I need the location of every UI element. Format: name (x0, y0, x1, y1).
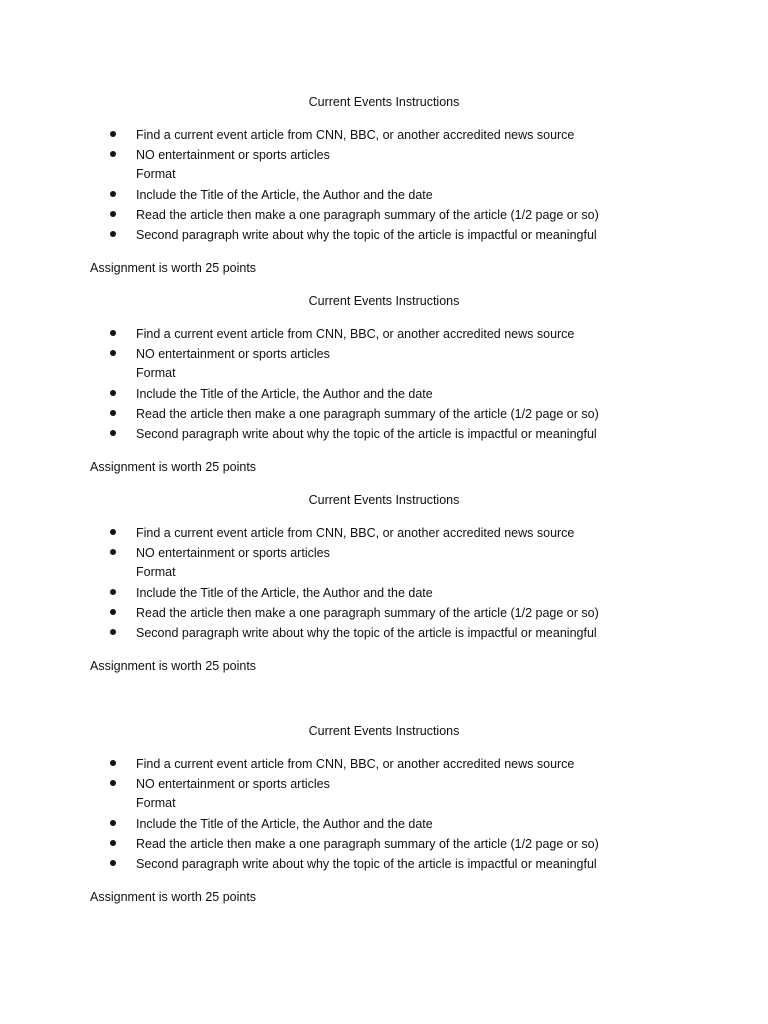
bullet-point (110, 430, 116, 436)
list-item: Second paragraph write about why the topic of the article is impactful or meaningful (136, 228, 597, 242)
bullet-point (110, 780, 116, 786)
list-item: Read the article then make a one paragraph summary of the article (1/2 page or so) (136, 606, 599, 620)
list-item: Find a current event article from CNN, BBC, or another accredited news source (136, 526, 575, 540)
list-item: Include the Title of the Article, the Author and the date (136, 387, 433, 401)
list-item: Second paragraph write about why the topic of the article is impactful or meaningful (136, 626, 597, 640)
bullet-point (110, 529, 116, 535)
points-note: Assignment is worth 25 points (90, 659, 257, 673)
list-item: Include the Title of the Article, the Author and the date (136, 188, 433, 202)
bullet-point (110, 860, 116, 866)
list-item: Find a current event article from CNN, BBC, or another accredited news source (136, 757, 575, 771)
list-item: Read the article then make a one paragraph summary of the article (1/2 page or so) (136, 407, 599, 421)
list-item: Include the Title of the Article, the Author and the date (136, 586, 433, 600)
bullet-point (110, 589, 116, 595)
list-item: Second paragraph write about why the topic of the article is impactful or meaningful (136, 857, 597, 871)
section-title: Current Events Instructions (308, 294, 460, 308)
list-item: NO entertainment or sports articles (136, 546, 330, 560)
points-note: Assignment is worth 25 points (90, 460, 257, 474)
bullet-point (110, 820, 116, 826)
bullet-point (110, 231, 116, 237)
section-title: Current Events Instructions (308, 493, 460, 507)
format-label: Format (136, 565, 176, 579)
list-item: Find a current event article from CNN, BBC, or another accredited news source (136, 128, 575, 142)
bullet-point (110, 760, 116, 766)
bullet-point (110, 609, 116, 615)
list-item: NO entertainment or sports articles (136, 347, 330, 361)
bullet-point (110, 549, 116, 555)
format-label: Format (136, 366, 176, 380)
bullet-point (110, 390, 116, 396)
bullet-point (110, 350, 116, 356)
format-label: Format (136, 796, 176, 810)
list-item: Find a current event article from CNN, BBC, or another accredited news source (136, 327, 575, 341)
bullet-point (110, 211, 116, 217)
list-item: Read the article then make a one paragraph summary of the article (1/2 page or so) (136, 208, 599, 222)
bullet-point (110, 151, 116, 157)
points-note: Assignment is worth 25 points (90, 890, 257, 904)
section-title: Current Events Instructions (308, 724, 460, 738)
bullet-point (110, 840, 116, 846)
list-item: Second paragraph write about why the topic of the article is impactful or meaningful (136, 427, 597, 441)
bullet-point (110, 629, 116, 635)
bullet-point (110, 330, 116, 336)
bullet-point (110, 131, 116, 137)
list-item: NO entertainment or sports articles (136, 777, 330, 791)
points-note: Assignment is worth 25 points (90, 261, 257, 275)
list-item: NO entertainment or sports articles (136, 148, 330, 162)
format-label: Format (136, 167, 176, 181)
section-title: Current Events Instructions (308, 95, 460, 109)
bullet-point (110, 191, 116, 197)
list-item: Include the Title of the Article, the Author and the date (136, 817, 433, 831)
bullet-point (110, 410, 116, 416)
list-item: Read the article then make a one paragraph summary of the article (1/2 page or so) (136, 837, 599, 851)
